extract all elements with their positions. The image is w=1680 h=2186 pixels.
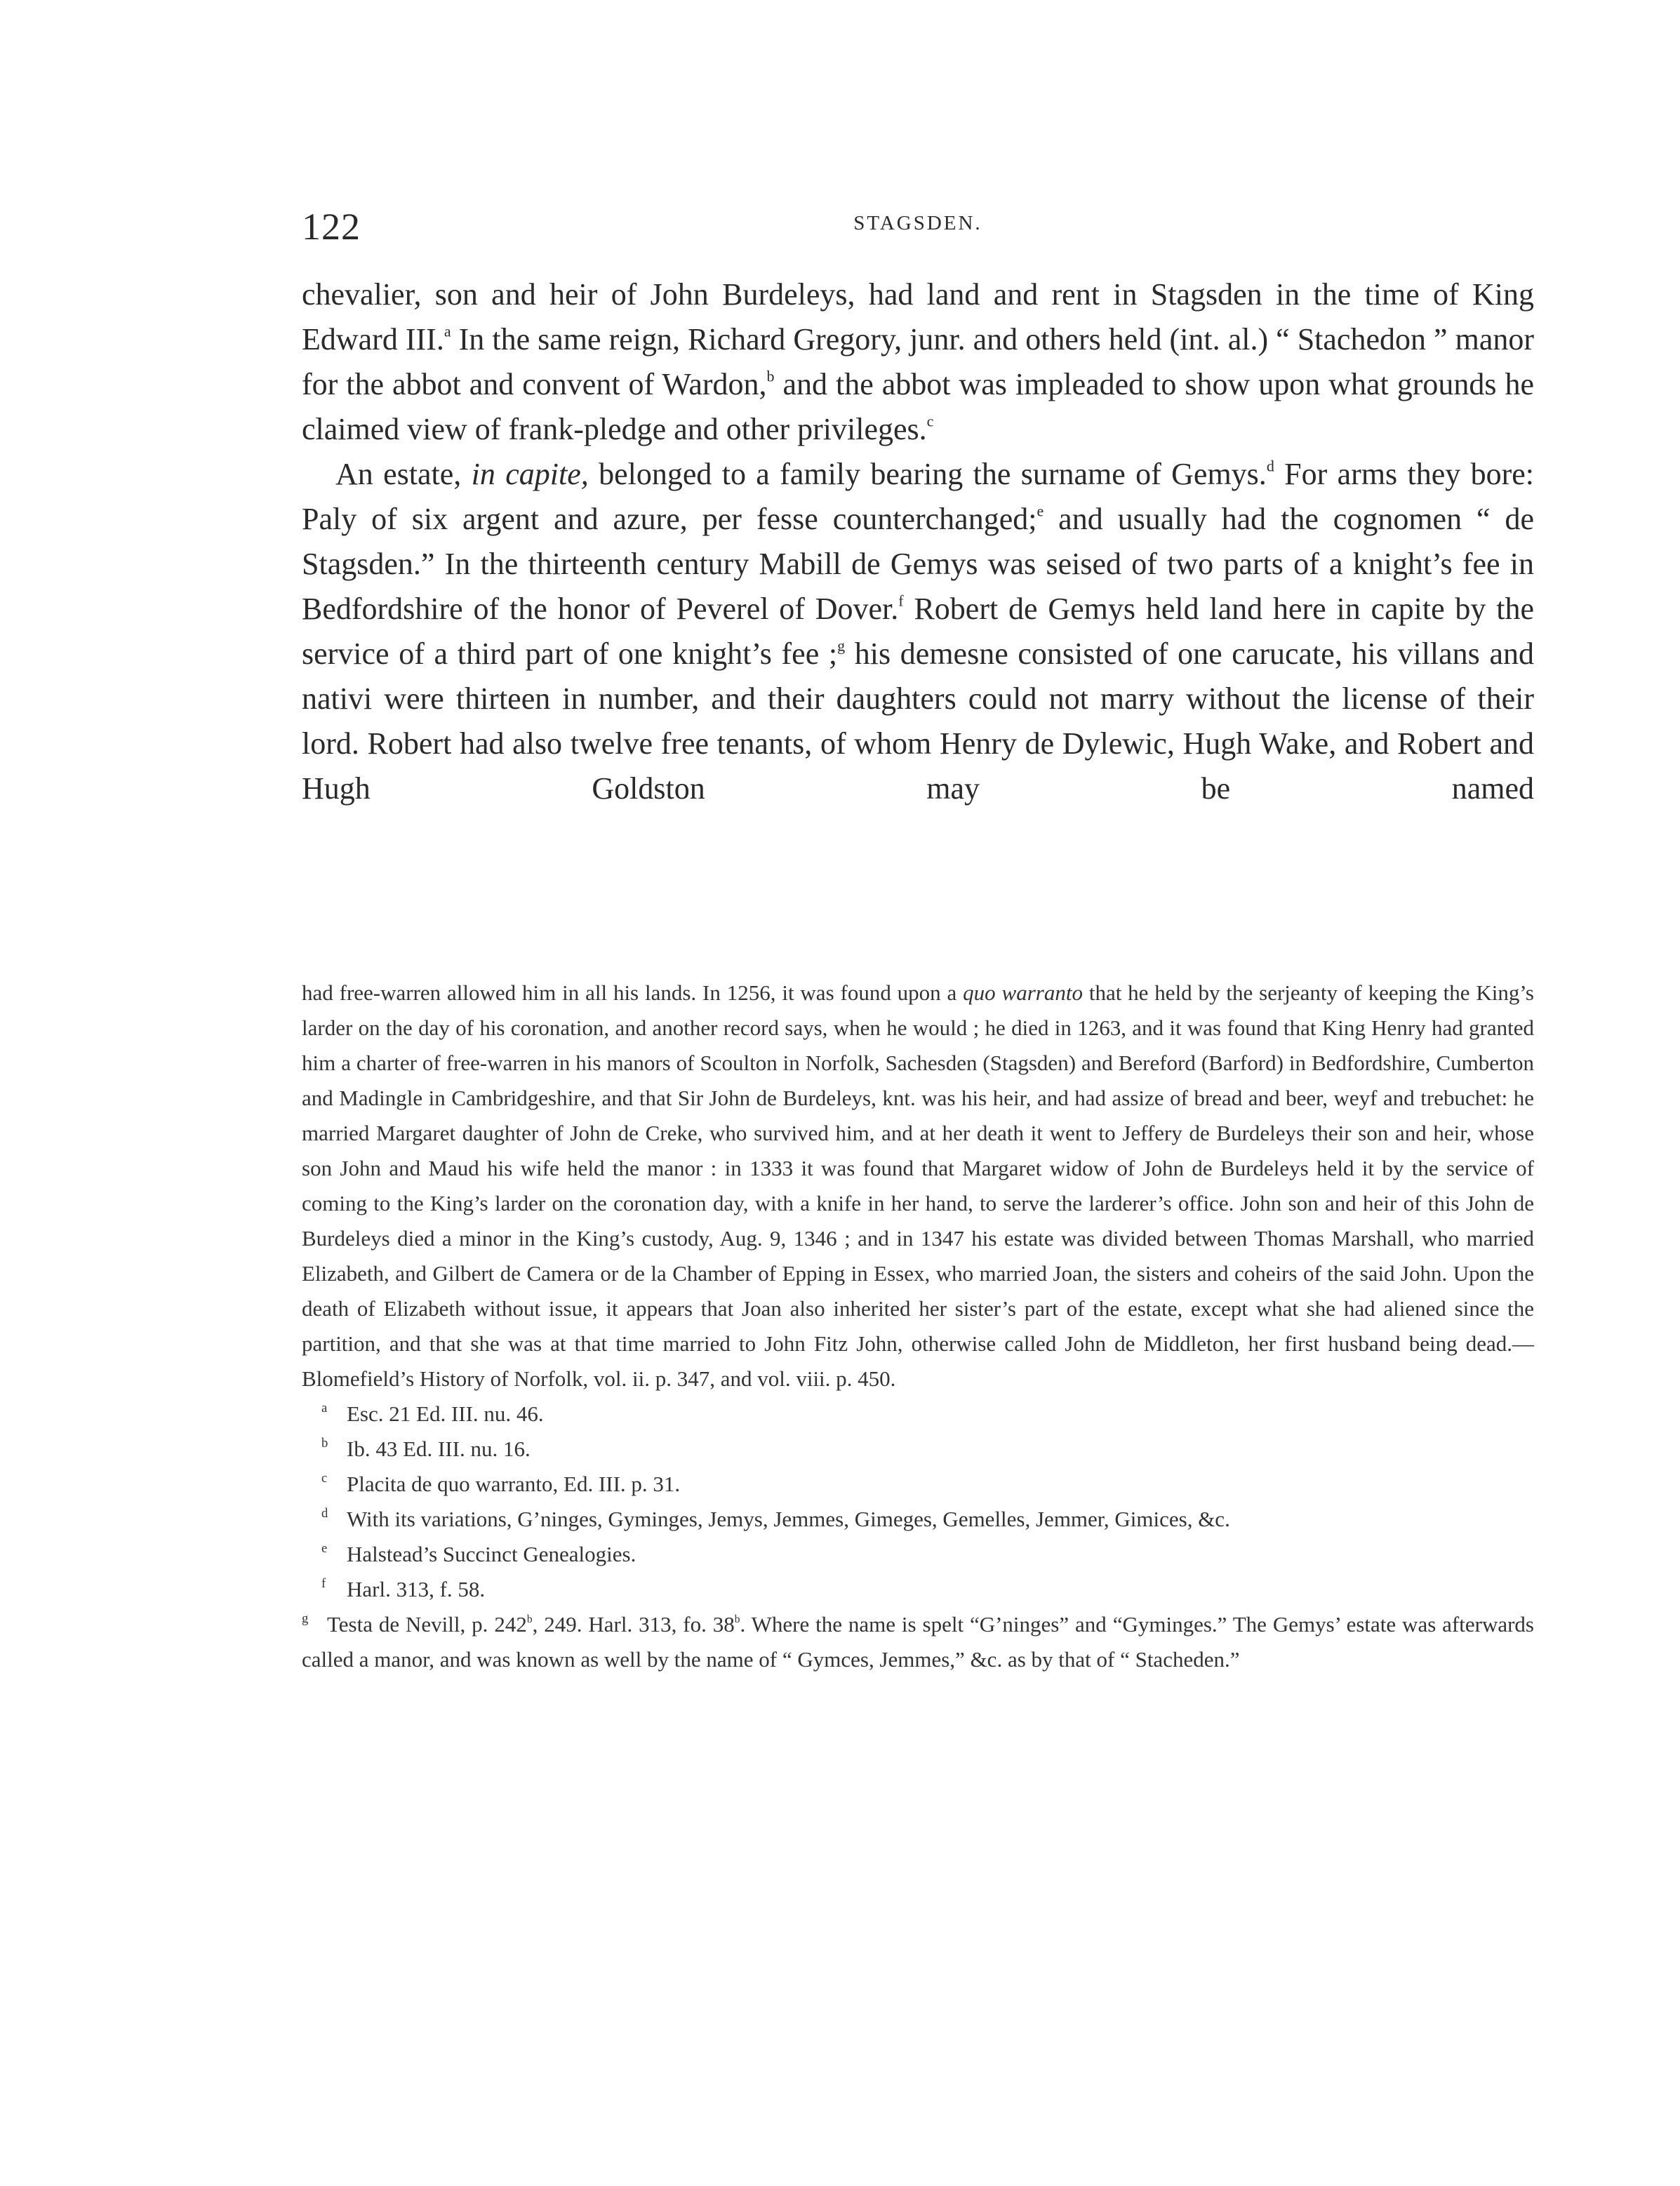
- p2-text-6: his demesne consisted of one carucate, his villans and nativi were thirteen in number, and their daughters could not marry without the license of their lord. Robert had also twelve free tenants, of whom Henry de Dylewic, Hugh Wake, and Robert and Hugh Goldston may be named: [302, 637, 1534, 806]
- footnote-ref-c: c: [926, 412, 934, 430]
- p2-text-1: An estate,: [335, 457, 472, 491]
- p1-text-3: and the abbot was impleaded to show upon what grounds he claimed view of frank-pledge and other privileges.: [302, 367, 1534, 446]
- continuation-italic: quo warranto: [963, 980, 1083, 1005]
- footnote-f: f Harl. 313, f. 58.: [321, 1575, 486, 1601]
- footnote-a: a Esc. 21 Ed. III. nu. 46.: [321, 1400, 544, 1426]
- footnote-ref-d: d: [1266, 457, 1274, 475]
- footnote-c: c Placita de quo warranto, Ed. III. p. 31.: [321, 1470, 681, 1496]
- footnote-g-text-1: Testa de Nevill, p. 242: [327, 1612, 527, 1637]
- footnote-ref-g: g: [837, 637, 846, 655]
- p1-text-2: In the same reign, Richard Gregory, junr. and others held (int. al.) “ Stachedon ” manor for the abbot and convent of Wardon,: [302, 322, 1534, 401]
- footnote-ref-b: b: [766, 367, 775, 385]
- footnote-ref-e: e: [1036, 502, 1044, 520]
- footnote-text: Ib. 43 Ed. III. nu. 16.: [347, 1437, 531, 1461]
- p1-text-1: chevalier, son and heir of John Burdeleys, had land and rent in Stagsden in the time of King Edward III.: [302, 277, 1534, 356]
- running-title: STAGSDEN.: [853, 212, 982, 234]
- continuation-text-2: that he held by the serjeanty of keeping the King’s larder on the day of his coronation, and another record says, when he would ; he died in 1263, and it was found that King Henry had granted him a charter of free-warren in his manors of Scoulton in Norfolk, Sachesden (Stagsden) and Bereford (Barford) in Bedfordshire, Cumberton and Madingle in Cambridgeshire, and that Sir John de Burdeleys, knt. was his heir, and had assize of bread and beer, weyf and trebuchet: he married Margaret daughter of John de Creke, who survived him, and at her death it went to Jeffery de Burdeleys their son and heir, whose son John and Maud his wife held the manor : in 1333 it was found that Margaret widow of John de Burdeleys held it by the service of coming to the King’s larder on the coronation day, with a knife in her hand, to serve the larderer’s office. John son and heir of this John de Burdeleys died a minor in the King’s custody, Aug. 9, 1346 ; and in 1347 his estate was divided between Thomas Marshall, who married Elizabeth, and Gilbert de Camera or de la Chamber of Epping in Essex, who married Joan, the sisters and coheirs of the said John. Upon the death of Elizabeth without issue, it appears that Joan also inherited her sister’s part of the estate, except what she had aliened since the partition, and that she was at that time married to John Fitz John, otherwise called John de Middleton, her first husband being dead.—Blomefield’s History of Norfolk, vol. ii. p. 347, and vol. viii. p. 450.: [302, 980, 1534, 1391]
- footnote-ref-a: a: [444, 322, 451, 340]
- p2-text-2: belonged to a family bearing the surname of Gemys.: [588, 457, 1267, 491]
- footnote-text: Esc. 21 Ed. III. nu. 46.: [347, 1401, 544, 1426]
- footnote-g-sup-1: b: [526, 1613, 533, 1625]
- p2-text-5: Robert de Gemys held land here in capite by the service of a third part of one knight’s fee ;: [302, 592, 1535, 671]
- footnote-d: d With its variations, G’ninges, Gyminges, Jemys, Jemmes, Gimeges, Gemelles, Jemmer, Gimices, &c.: [321, 1505, 1230, 1531]
- footnotes: [302, 975, 1534, 1677]
- main-text: [302, 272, 1534, 811]
- paragraph-2: [302, 452, 1534, 811]
- p2-text-4: and usually had the cognomen “ de Stagsden.” In the thirteenth century Mabill de Gemys was seised of two parts of a knight’s fee in Bedfordshire of the honor of Peverel of Dover.: [302, 502, 1534, 626]
- footnote-text: Harl. 313, f. 58.: [347, 1577, 486, 1601]
- continuation-text-1: had free-warren allowed him in all his lands. In 1256, it was found upon a: [302, 980, 964, 1005]
- p2-text-3: For arms they bore: Paly of six argent and azure, per fesse counterchanged;: [302, 457, 1535, 536]
- p2-italic: in capite,: [471, 457, 589, 491]
- footnote-g-text-2: , 249. Harl. 313, fo. 38: [532, 1612, 735, 1637]
- footnote-text: With its variations, G’ninges, Gyminges, Jemys, Jemmes, Gimeges, Gemelles, Jemmer, Gimices, &c.: [347, 1507, 1230, 1531]
- footnote-text: Halstead’s Succinct Genealogies.: [347, 1542, 636, 1566]
- footnote-text: Placita de quo warranto, Ed. III. p. 31.: [347, 1472, 681, 1496]
- page-number: 122: [302, 206, 361, 248]
- footnote-ref-f: f: [898, 592, 904, 610]
- running-head: [302, 205, 1534, 247]
- footnote-g-text-3: . Where the name is spelt “G’ninges” and “Gyminges.” The Gemys’ estate was afterwards called a manor, and was known as well by the name of “ Gymces, Jemmes,” &c. as by that of “ Stacheden.”: [302, 1612, 1534, 1672]
- footnote-continuation: [302, 975, 1534, 1397]
- footnote-e: e Halstead’s Succinct Genealogies.: [321, 1540, 636, 1566]
- paragraph-1: [302, 272, 1534, 452]
- footnote-list: [302, 1397, 1534, 1677]
- footnote-g: g Testa de Nevill, p. 242$^b$, 249. Harl. 313, fo. 38$^b$. Where the name is spelt “G’ninges” and “Gyminges.” The Gemys’ estate was afterwards called a manor, and was known as well by the name of “ Gymces, Jemmes,” &c. as by that of “ Stacheden.”: [302, 1611, 1534, 1672]
- footnote-g-sup-2: b: [734, 1613, 740, 1625]
- footnote-b: b Ib. 43 Ed. III. nu. 16.: [321, 1435, 531, 1461]
